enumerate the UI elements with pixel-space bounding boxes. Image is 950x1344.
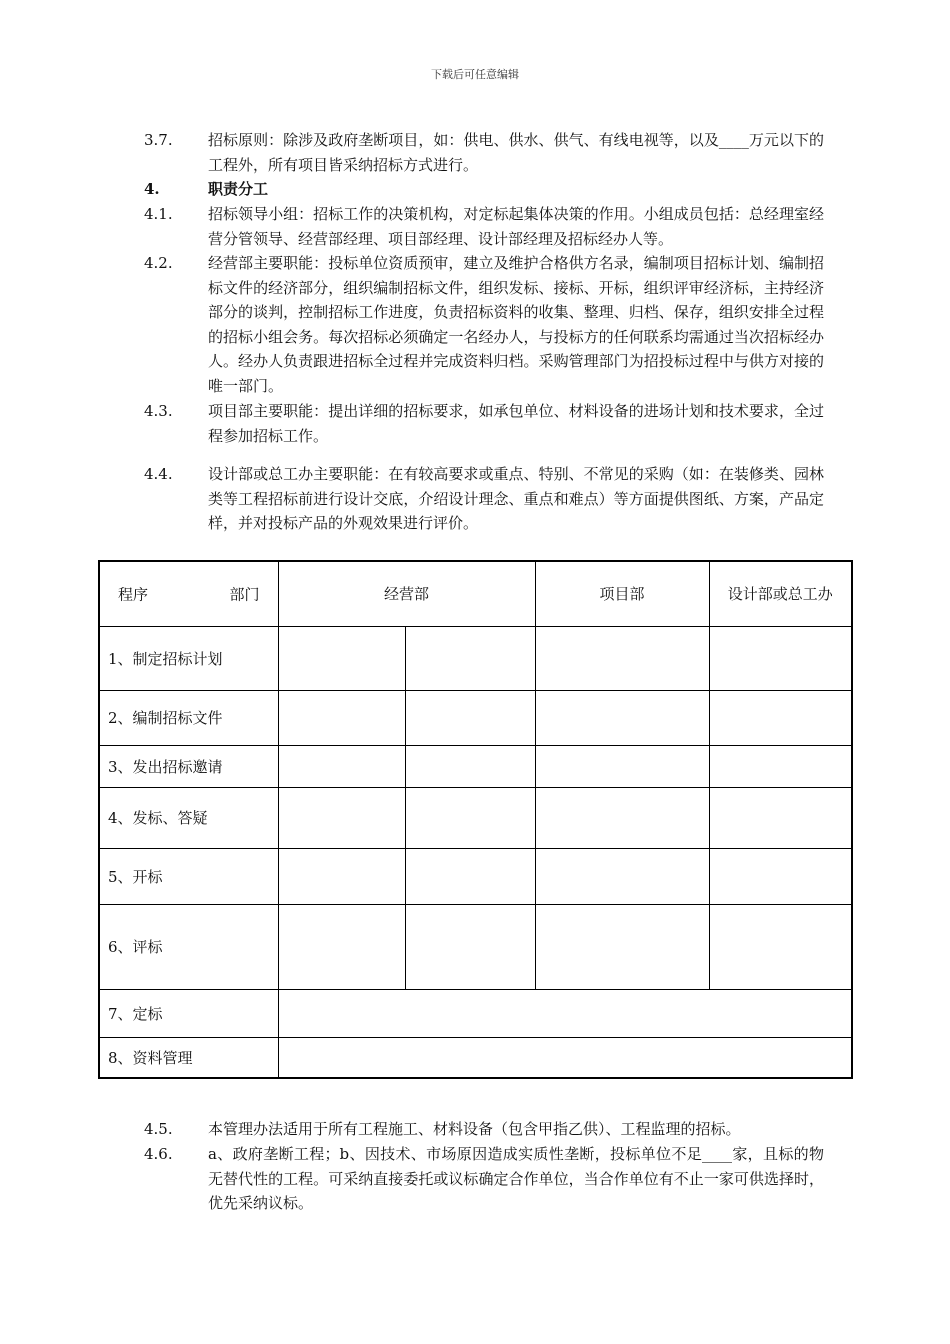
table-row (99, 745, 852, 787)
table-merged-cell (278, 989, 852, 1037)
table-cell (709, 626, 852, 690)
paragraph-number: 3.7. (144, 131, 173, 149)
paragraph-4-6 (144, 1142, 824, 1216)
paragraph-number: 4.5. (144, 1120, 173, 1138)
row-label: 2、编制招标文件 (99, 690, 278, 745)
table-row (99, 690, 852, 745)
table-row (99, 904, 852, 989)
table-cell (405, 745, 535, 787)
table-cell (405, 690, 535, 745)
table-cell (709, 690, 852, 745)
section-heading-4 (144, 177, 824, 202)
page-header: 下载后可任意编辑 (431, 68, 519, 81)
table-cell (535, 745, 709, 787)
table-row (99, 626, 852, 690)
row-label: 1、制定招标计划 (99, 626, 278, 690)
table-cell (278, 690, 405, 745)
table-cell (405, 787, 535, 848)
table-cell (709, 745, 852, 787)
row-label: 3、发出招标邀请 (99, 745, 278, 787)
row-label: 4、发标、答疑 (99, 787, 278, 848)
table-cell (278, 904, 405, 989)
paragraph-4-2 (144, 251, 824, 398)
paragraph-text: 经营部主要职能：投标单位资质预审，建立及维护合格供方名录，编制项目招标计划、编制招标文件的经济部分，组织编制招标文件，组织发标、接标、开标，组织评审经济标，主持经济部分的谈判，控制招标工作进度，负责招标资料的收集、整理、归档、保存，组织安排全过程的招标小组会务。每次招标必须确定一名经办人，与投标方的任何联系均需通过当次招标经办人。经办人负责跟进招标全过程并完成资料归档。采购管理部门为招投标过程中与供方对接的唯一部门。 (208, 254, 824, 395)
row-label: 5、开标 (99, 848, 278, 904)
paragraph-number: 4.3. (144, 402, 173, 420)
table-row (99, 787, 852, 848)
paragraph-number: 4.4. (144, 465, 173, 483)
paragraph-text: a、政府垄断工程；b、因技术、市场原因造成实质性垄断，投标单位不足____家，且标的物无替代性的工程。可采纳直接委托或议标确定合作单位，当合作单位有不止一家可供选择时，优先采纳议标。 (208, 1145, 824, 1212)
section-title: 职责分工 (208, 180, 269, 198)
paragraph-number: 4. (144, 180, 160, 198)
paragraph-number: 4.6. (144, 1145, 173, 1163)
table-cell (535, 787, 709, 848)
table-merged-cell (278, 1037, 852, 1078)
column-header-business-dept: 经营部 (278, 561, 535, 626)
corner-header-cell (99, 561, 278, 626)
paragraph-3-7 (144, 128, 824, 177)
corner-procedure-label: 程序 (118, 585, 149, 604)
paragraph-text: 招标原则：除涉及政府垄断项目，如：供电、供水、供气、有线电视等，以及____万元以下的工程外，所有项目皆采纳招标方式进行。 (208, 131, 824, 174)
table-cell (405, 626, 535, 690)
paragraph-4-3 (144, 399, 824, 448)
paragraph-4-1 (144, 202, 824, 251)
table-cell (535, 904, 709, 989)
row-label: 7、定标 (99, 989, 278, 1037)
column-header-project-dept: 项目部 (535, 561, 709, 626)
table-cell (405, 904, 535, 989)
corner-department-label: 部门 (229, 585, 260, 604)
table-cell (709, 848, 852, 904)
table-row (99, 848, 852, 904)
table-cell (278, 626, 405, 690)
table-cell (535, 690, 709, 745)
table-row (99, 1037, 852, 1078)
table-cell (278, 848, 405, 904)
table-cell (709, 904, 852, 989)
paragraph-number: 4.1. (144, 205, 173, 223)
column-header-design-dept: 设计部或总工办 (709, 561, 852, 626)
row-label: 6、评标 (99, 904, 278, 989)
table-cell (278, 745, 405, 787)
paragraph-text: 设计部或总工办主要职能：在有较高要求或重点、特别、不常见的采购（如：在装修类、园林类等工程招标前进行设计交底，介绍设计理念、重点和难点）等方面提供图纸、方案，产品定样，并对投标产品的外观效果进行评价。 (208, 465, 824, 532)
paragraph-text: 项目部主要职能：提出详细的招标要求，如承包单位、材料设备的进场计划和技术要求，全过程参加招标工作。 (208, 402, 824, 445)
paragraph-4-4 (144, 462, 824, 536)
table-cell (405, 848, 535, 904)
paragraph-text: 本管理办法适用于所有工程施工、材料设备（包含甲指乙供）、工程监理的招标。 (208, 1120, 741, 1138)
table-header-row (99, 561, 852, 626)
paragraph-number: 4.2. (144, 254, 173, 272)
table-cell (709, 787, 852, 848)
paragraph-text: 招标领导小组：招标工作的决策机构，对定标起集体决策的作用。小组成员包括：总经理室经营分管领导、经营部经理、项目部经理、设计部经理及招标经办人等。 (208, 205, 824, 248)
table-cell (535, 626, 709, 690)
table-row (99, 989, 852, 1037)
duty-table (98, 560, 853, 1079)
row-label: 8、资料管理 (99, 1037, 278, 1078)
table-cell (278, 787, 405, 848)
paragraph-4-5 (144, 1117, 824, 1142)
table-cell (535, 848, 709, 904)
